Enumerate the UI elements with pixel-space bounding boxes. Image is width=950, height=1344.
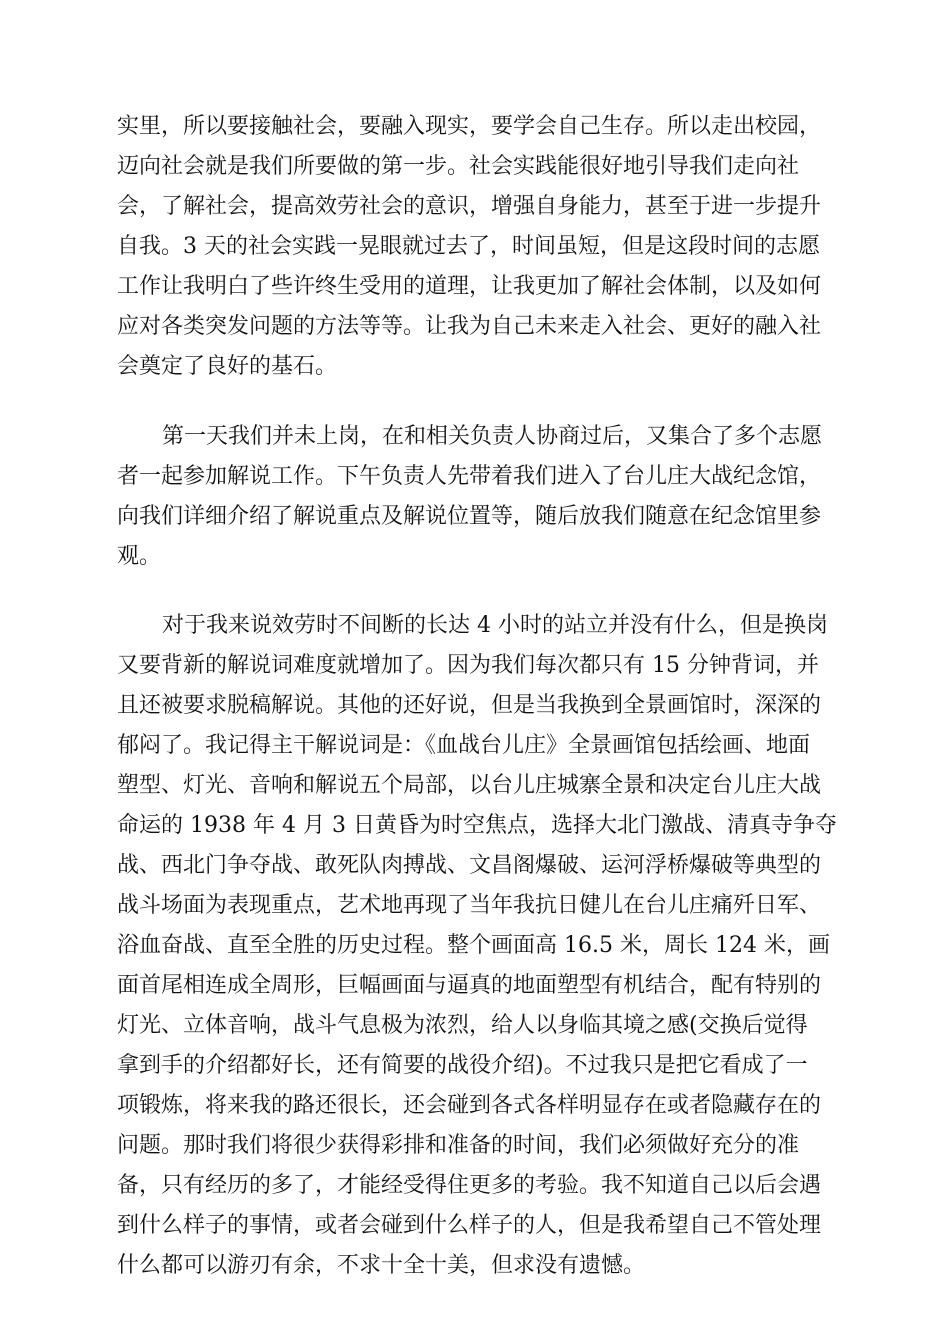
- text-line: 灯光、立体音响，战斗气息极为浓烈，给人以身临其境之感(交换后觉得: [117, 1013, 808, 1038]
- text-line: 项锻炼，将来我的路还很长，还会碰到各式各样明显存在或者隐藏存在的: [117, 1093, 822, 1118]
- text-line: 又要背新的解说词难度就增加了。因为我们每次都只有 15 分钟背词，并: [117, 653, 819, 678]
- text-line: 迈向社会就是我们所要做的第一步。社会实践能很好地引导我们走向社: [117, 154, 800, 179]
- text-line: 郁闷了。我记得主干解说词是：《血战台儿庄》全景画馆包括绘画、地面: [117, 733, 811, 758]
- text-line: 问题。那时我们将很少获得彩排和准备的时间，我们必须做好充分的准: [117, 1133, 800, 1158]
- text-line: 应对各类突发问题的方法等等。让我为自己未来走入社会、更好的融入社: [117, 314, 822, 339]
- text-line: 浴血奋战、直至全胜的历史过程。整个画面高 16.5 米，周长 124 米，画: [117, 933, 830, 958]
- text-line: 对于我来说效劳时不间断的长达 4 小时的站立并没有什么，但是换岗: [162, 613, 828, 638]
- text-line: 者一起参加解说工作。下午负责人先带着我们进入了台儿庄大战纪念馆，: [117, 464, 822, 489]
- text-line: 战斗场面为表现重点，艺术地再现了当年我抗日健儿在台儿庄痛歼日军、: [117, 893, 822, 918]
- text-line: 塑型、灯光、音响和解说五个局部，以台儿庄城寨全景和决定台儿庄大战: [117, 773, 822, 798]
- text-line: 命运的 1938 年 4 月 3 日黄昏为时空焦点，选择大北门激战、清真寺争夺: [117, 813, 837, 838]
- text-line: 第一天我们并未上岗，在和相关负责人协商过后，又集合了多个志愿: [162, 424, 823, 449]
- text-line: 自我。3 天的社会实践一晃眼就过去了，时间虽短，但是这段时间的志愿: [117, 234, 820, 259]
- text-line: 且还被要求脱稿解说。其他的还好说，但是当我换到全景画馆时，深深的: [117, 693, 822, 718]
- text-line: 备，只有经历的多了，才能经受得住更多的考验。我不知道自己以后会遇: [117, 1173, 822, 1198]
- text-line: 向我们详细介绍了解说重点及解说位置等，随后放我们随意在纪念馆里参: [117, 504, 822, 529]
- text-line: 工作让我明白了些许终生受用的道理，让我更加了解社会体制，以及如何: [117, 274, 822, 299]
- text-line: 面首尾相连成全周形，巨幅画面与逼真的地面塑型有机结合，配有特别的: [117, 973, 822, 998]
- text-line: 到什么样子的事情，或者会碰到什么样子的人，但是我希望自己不管处理: [117, 1213, 822, 1238]
- text-line: 什么都可以游刃有余，不求十全十美，但求没有遗憾。: [117, 1253, 646, 1278]
- text-line: 拿到手的介绍都好长，还有简要的战役介绍)。不过我只是把它看成了一: [117, 1053, 808, 1078]
- text-line: 观。: [117, 544, 162, 569]
- text-line: 战、西北门争夺战、敢死队肉搏战、文昌阁爆破、运河浮桥爆破等典型的: [117, 853, 822, 878]
- text-line: 会，了解社会，提高效劳社会的意识，增强自身能力，甚至于进一步提升: [117, 194, 822, 219]
- text-line: 会奠定了良好的基石。: [117, 354, 338, 379]
- text-line: 实里，所以要接触社会，要融入现实，要学会自己生存。所以走出校园，: [117, 114, 822, 139]
